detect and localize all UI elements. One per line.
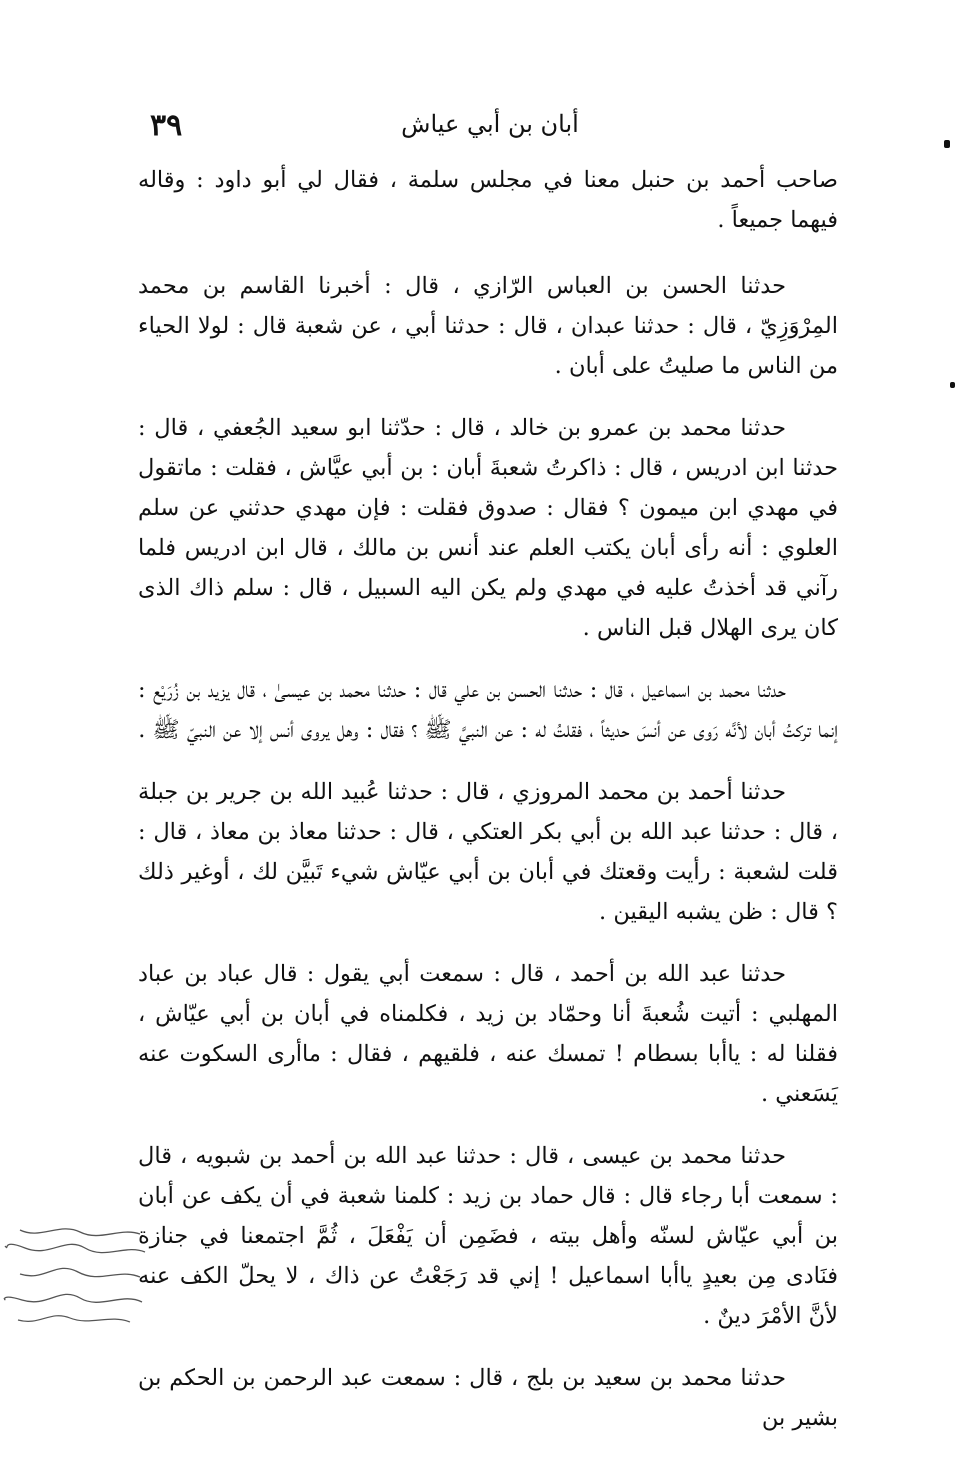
handwritten-margin-note xyxy=(0,1222,150,1332)
paragraph: حدثنا محمد بن عيسى ، قال : حدثنا عبد الله بن أحمد بن شبويه ، قال : سمعت أبا رجاء قال : قال حماد بن زيد : كلمنا شعبة في أن يكف عن أبان بن أبي عيّاش لسنّه وأهل بيته ، فضَمِن أن يَفْعَلَ ، ثُمَّ اجتمعنا في جنازة فنَادى مِن بعيدٍ ياأبا اسماعيل ! إني قد رَجَعْتُ عن ذاك ، لا يحلّ الكف عنه لأنَّ الأمْرَ دينٌ . xyxy=(138,1143,838,1329)
running-title: أبان بن أبي عياش xyxy=(401,110,579,138)
margin-mark xyxy=(950,382,955,388)
paragraph: حدثنا عبد الله بن أحمد ، قال : سمعت أبي يقول : قال عباد بن عباد المهلبي : أتيت شُعبةَ أنا وحمّاد بن زيد ، فكلمناه في أبان بن أبي عيّاش ، فقلنا له : ياأبا بسطام ! تمسك عنه ، فلقيهم ، فقال : ماأرى السكوت عنه يَسَعني . xyxy=(138,961,838,1107)
page-header xyxy=(140,108,840,148)
paragraph: حدثنا محمد بن عمرو بن خالد ، قال : حدّثنا ابو سعيد الجُعفي ، قال : حدثنا ابن ادريس ، قال : ذاكرتُ شعبةَ أبان : بن أبي عيَّاش ، فقلت : ماتقول في مهدي ابن ميمون ؟ فقال : صدوق فقلت : فإن مهدي حدثني عن سلم العلوي : أنه رأى أبان يكتب العلم عند أنس بن مالك ، قال ابن ادريس فلما رآني قد أخذتُ عليه في مهدي ولم يكن اليه السبيل ، قال : سلم ذاك الذى كان يرى الهلال قبل الناس . xyxy=(138,415,838,641)
main-text xyxy=(138,160,838,1460)
paragraph: حدثنا أحمد بن محمد المروزي ، قال : حدثنا عُبيد الله بن جرير بن جبلة ، قال : حدثنا عبد الله بن أبي بكر العتكي ، قال : حدثنا معاذ بن معاذ ، قال : قلت لشعبة : رأيت وقعتك في أبان بن أبي عيّاش شيء تَبيَّن لك ، أوغير ذلك ؟ قال : ظن يشبه اليقين . xyxy=(138,779,838,925)
paragraph: حدثنا الحسن بن العباس الرّازي ، قال : أخبرنا القاسم بن محمد المِرْوَزِيّ ، قال : حدثنا عبدان ، قال : حدثنا أبي ، عن شعبة قال : لولا الحياء من الناس ما صليتُ على أبان . xyxy=(138,273,838,379)
page-number: ٣٩ xyxy=(150,108,183,143)
handwriting-scribble-icon xyxy=(0,1222,150,1332)
paragraph: صاحب أحمد بن حنبل معنا في مجلس سلمة ، فقال لي أبو داود : وقاله فيهما جميعاً . xyxy=(138,167,838,233)
margin-mark xyxy=(944,140,950,148)
paragraph: حدثنا محمد بن سعيد بن بلج ، قال : سمعت عبد الرحمن بن الحكم بن بشير بن xyxy=(138,1365,838,1431)
paragraph: حدثنا محمد بن اسماعيل ، قال : حدثنا الحسن بن علي قال : حدثنا محمد بن عيسىٰ ، قال يزيد بن زُرَيْع : إنما تركتُ أبان لأنَّه رَوى عن أنسَ حديثاً ، فقلتُ له : عن النبيَّ ﷺ ؟ فقال : وهل يروى أنس إلا عن النبيّ ﷺ . xyxy=(138,677,838,743)
